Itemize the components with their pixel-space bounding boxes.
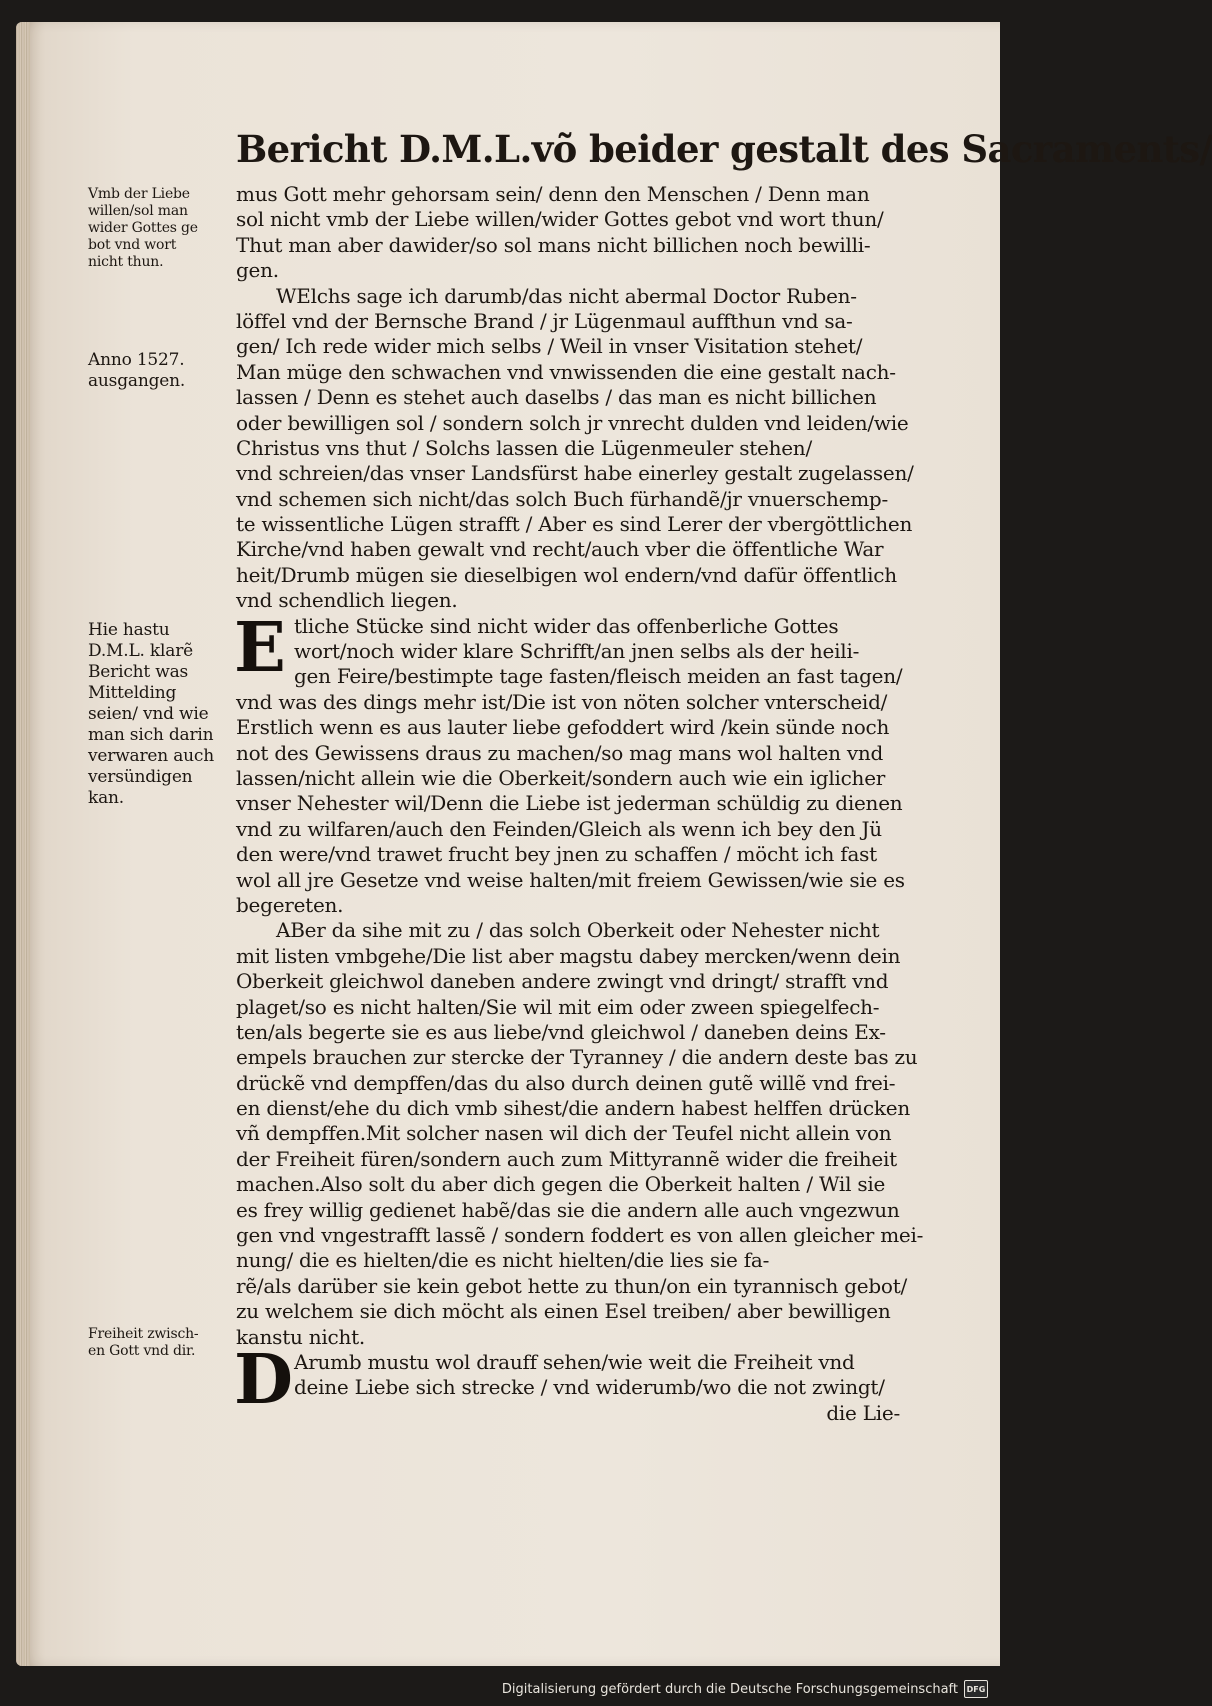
text-line: Oberkeit gleichwol daneben andere zwingt vnd dringt/ strafft vnd <box>236 969 889 994</box>
footer-credit <box>502 1676 988 1702</box>
marginal-line: nicht thun. <box>88 254 164 270</box>
marginal-line: wider Gottes ge <box>88 220 198 236</box>
text-line: empels brauchen zur stercke der Tyranney / die andern deste bas zu <box>236 1045 918 1070</box>
running-head: Bericht D.M.L.võ beider gestalt des Sacraments/ <box>236 127 1212 171</box>
text-line: en dienst/ehe du dich vmb sihest/die andern habest helffen drücken <box>236 1096 910 1121</box>
marginal-line: seien/ vnd wie <box>88 704 209 724</box>
dropcap-paragraph <box>234 607 906 690</box>
text-line: Erstlich wenn es aus lauter liebe gefoddert wird /kein sünde noch <box>236 715 890 740</box>
text-line: plaget/so es nicht halten/Sie wil mit eim oder zween spiegelfech- <box>236 994 880 1019</box>
text-line: wort/noch wider klare Schrifft/an jnen selbs als der heili- <box>294 639 860 664</box>
marginal-line: man sich darin <box>88 725 214 745</box>
marginal-line: Mittelding <box>88 683 177 703</box>
text-line: machen.Also solt du aber dich gegen die Oberkeit halten / Wil sie <box>236 1172 886 1197</box>
text-line: Kirche/vnd haben gewalt vnd recht/auch vber die öffentliche War <box>236 537 884 562</box>
marginal-line: Bericht was <box>88 662 189 682</box>
dfg-logo-icon: DFG <box>964 1680 988 1698</box>
marginal-note-4 <box>88 1326 238 1360</box>
marginal-note-2 <box>88 350 238 392</box>
text-line: tliche Stücke sind nicht wider das offenberliche Gottes <box>294 613 839 638</box>
marginal-line: Freiheit zwisch- <box>88 1326 199 1342</box>
marginal-line: Vmb der Liebe <box>88 186 190 202</box>
marginal-line: Anno 1527. <box>88 350 185 370</box>
text-line: gen/ Ich rede wider mich selbs / Weil in vnser Visitation stehet/ <box>236 334 863 359</box>
text-line: begereten. <box>236 892 344 917</box>
text-line: mit listen vmbgehe/Die list aber magstu dabey mercken/wenn dein <box>236 943 901 968</box>
text-line: heit/Drumb mügen sie dieselbigen wol endern/vnd dafür öffentlich <box>236 562 897 587</box>
text-line: Thut man aber dawider/so sol mans nicht billichen noch bewilli- <box>236 232 871 257</box>
text-line: te wissentliche Lügen strafft / Aber es sind Lerer der vbergöttlichen <box>236 512 913 537</box>
marginal-line: en Gott vnd dir. <box>88 1343 196 1359</box>
text-line: der Freiheit füren/sondern auch zum Mittyrannẽ wider die freiheit <box>236 1146 897 1171</box>
text-line: es frey willig gedienet habẽ/das sie die andern alle auch vngezwun <box>236 1197 900 1222</box>
footer-text: Digitalisierung gefördert durch die Deutsche Forschungsgemeinschaft <box>501 1681 958 1697</box>
drop-cap: E <box>234 607 286 688</box>
drop-cap: D <box>234 1339 293 1420</box>
marginal-line: willen/sol man <box>88 203 188 219</box>
text-line: ten/als begerte sie es aus liebe/vnd gleichwol / daneben deins Ex- <box>236 1019 886 1044</box>
text-line: rẽ/als darüber sie kein gebot hette zu thun/on ein tyrannisch gebot/ <box>236 1273 907 1298</box>
catchword: die Lie- <box>826 1400 900 1425</box>
marginal-line: bot vnd wort <box>88 237 177 253</box>
text-line: vnd schreien/das vnser Landsfürst habe einerley gestalt zugelassen/ <box>236 461 914 486</box>
text-line: gen vnd vngestrafft lassẽ / sondern foddert es von allen gleicher mei- <box>236 1223 924 1248</box>
text-line: Man müge den schwachen vnd vnwissenden die eine gestalt nach- <box>236 359 896 384</box>
text-line: mus Gott mehr gehorsam sein/ denn den Menschen / Denn man <box>236 182 870 206</box>
page-edge <box>16 22 30 1666</box>
marginal-line: Hie hastu <box>88 620 170 640</box>
text-line: vnd zu wilfaren/auch den Feinden/Gleich als wenn ich bey den Jü <box>236 816 882 841</box>
text-line: wol all jre Gesetze vnd weise halten/mit freiem Gewissen/wie sie es <box>236 867 905 892</box>
text-line: vnd schendlich liegen. <box>236 588 458 613</box>
text-line: kanstu nicht. <box>236 1324 365 1349</box>
marginal-note-3 <box>88 620 238 809</box>
marginal-note-1 <box>88 186 238 271</box>
text-line: not des Gewissens draus zu machen/so mag mans wol halten vnd <box>236 740 884 765</box>
text-line: gen Feire/bestimpte tage fasten/fleisch meiden an fast tagen/ <box>294 664 903 689</box>
body-text <box>234 182 924 1426</box>
marginal-line: ausgangen. <box>88 371 186 391</box>
text-line: Arumb mustu wol drauff sehen/wie weit die Freiheit vnd <box>294 1349 855 1374</box>
text-line: ABer da sihe mit zu / das solch Oberkeit oder Nehester nicht <box>276 918 880 943</box>
text-line: zu welchem sie dich möcht als einen Esel treiben/ aber bewilligen <box>236 1299 891 1324</box>
text-line: WElchs sage ich darumb/das nicht abermal Doctor Ruben- <box>276 283 857 308</box>
text-line: löffel vnd der Bernsche Brand / jr Lügenmaul auffthun vnd sa- <box>236 308 853 333</box>
text-line: oder bewilligen sol / sondern solch jr vnrecht dulden vnd leiden/wie <box>236 410 909 435</box>
text-line: nung/ die es hielten/die es nicht hielten/die lies sie fa- <box>236 1248 770 1273</box>
marginal-line: kan. <box>88 788 124 808</box>
marginal-line: D.M.L. klarẽ <box>88 641 193 661</box>
text-line: gen. <box>236 258 279 283</box>
text-line: den were/vnd trawet frucht bey jnen zu schaffen / möcht ich fast <box>236 842 877 867</box>
text-line: drückẽ vnd dempffen/das du also durch deinen gutẽ willẽ vnd frei- <box>236 1070 896 1095</box>
text-line: lassen / Denn es stehet auch daselbs / das man es nicht billichen <box>236 385 877 410</box>
marginal-line: verwaren auch <box>88 746 214 766</box>
text-line: vnd schemen sich nicht/das solch Buch fürhandẽ/jr vnuerschemp- <box>236 486 888 511</box>
text-line: Christus vns thut / Solchs lassen die Lügenmeuler stehen/ <box>236 435 812 460</box>
text-line: deine Liebe sich strecke / vnd widerumb/wo die not zwingt/ <box>294 1375 885 1400</box>
text-line: lassen/nicht allein wie die Oberkeit/sondern auch wie ein iglicher <box>236 765 886 790</box>
text-line: vnd was des dings mehr ist/Die ist von nöten solcher vnterscheid/ <box>236 689 888 714</box>
marginal-line: versündigen <box>88 767 193 787</box>
text-line: sol nicht vmb der Liebe willen/wider Gottes gebot vnd wort thun/ <box>236 207 884 232</box>
text-line: vñ dempffen.Mit solcher nasen wil dich der Teufel nicht allein von <box>236 1121 892 1146</box>
text-line: vnser Nehester wil/Denn die Liebe ist jederman schüldig zu dienen <box>236 791 903 816</box>
